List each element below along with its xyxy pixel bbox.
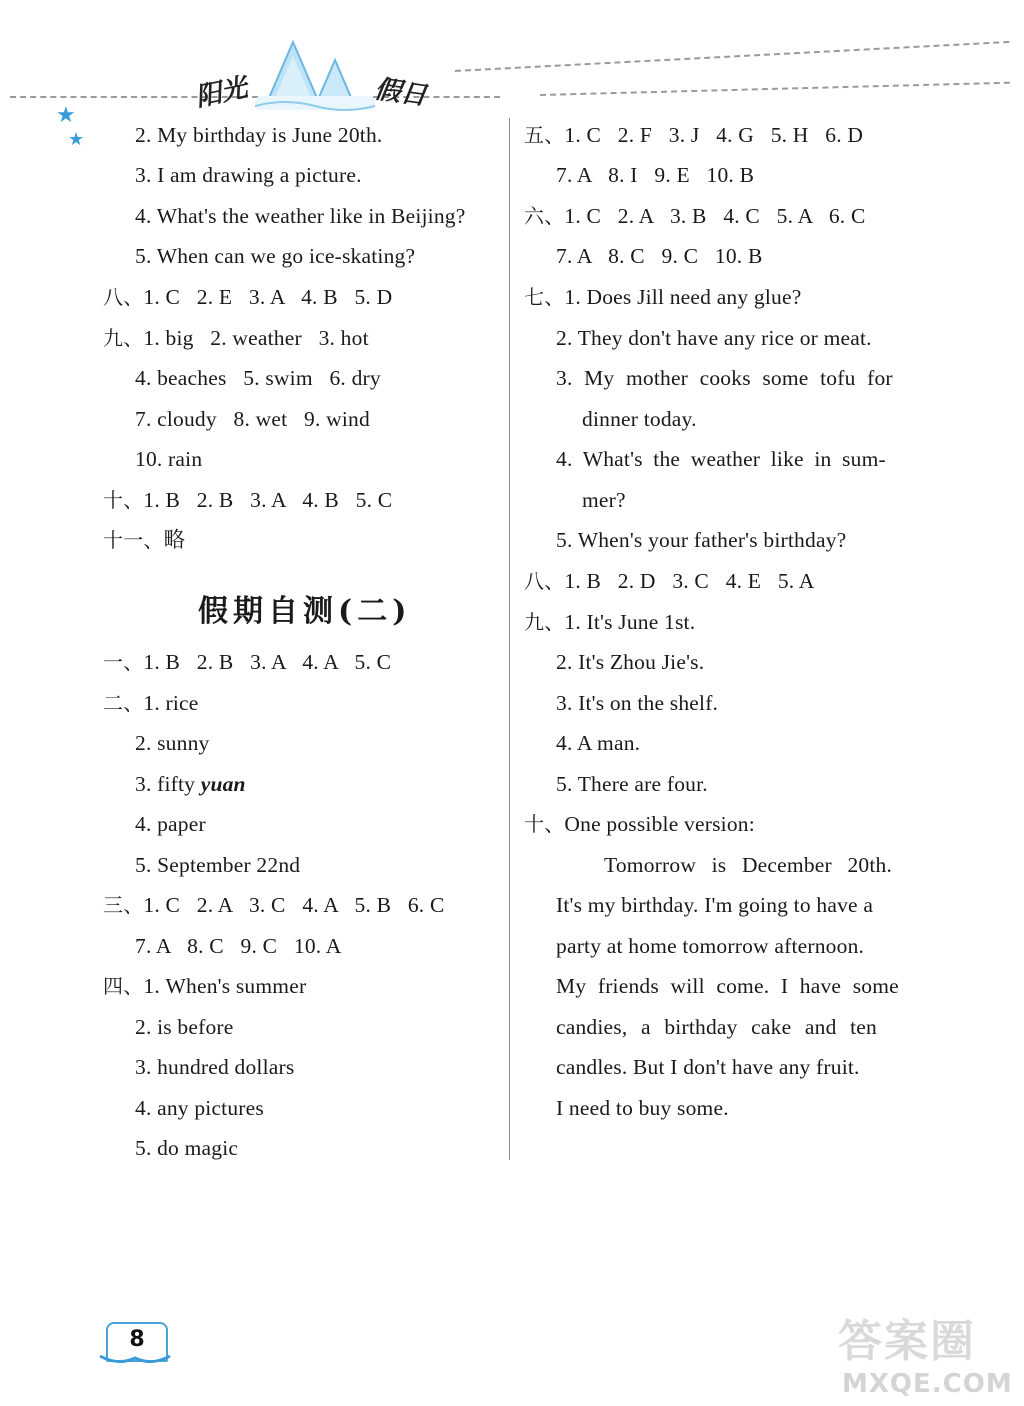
answer-line: [135, 449, 202, 471]
answer-line: [103, 530, 185, 552]
answer-text: 4. any pictures: [135, 1096, 264, 1120]
section-number: 十、: [524, 812, 565, 836]
answer-text: 1. B 2. B 3. A 4. A 5. C: [143, 650, 392, 674]
answer-text: 3. It's on the shelf.: [556, 691, 719, 715]
answer-line: [135, 936, 342, 958]
answer-text: 3. My mother cooks some tofu for: [556, 366, 893, 390]
answer-line: [556, 368, 893, 390]
answer-text: 2. They don't have any rice or meat.: [556, 326, 872, 350]
watermark-logo-text: 答案圈: [838, 1316, 976, 1367]
header-dashed-line-right: [455, 41, 1009, 72]
answer-text: One possible version:: [564, 812, 755, 836]
book-wave-icon: [98, 1352, 172, 1366]
answer-text: 7. cloudy 8. wet 9. wind: [135, 407, 370, 431]
page-number: 8: [129, 1327, 145, 1352]
answer-text: Tomorrow is December 20th.: [604, 853, 893, 877]
answer-line: [103, 976, 306, 998]
answer-text: I need to buy some.: [556, 1096, 729, 1120]
answer-text: 7. A 8. C 9. C 10. A: [135, 934, 342, 958]
answer-line: [135, 1098, 264, 1120]
answer-line: [103, 328, 369, 350]
answer-line: [135, 368, 381, 390]
holiday-banner: [185, 38, 455, 128]
answer-text: 1. rice: [143, 691, 199, 715]
answer-line: [135, 774, 246, 796]
answer-text: 1. C 2. A 3. C 4. A 5. B 6. C: [143, 893, 445, 917]
answer-text: 5. There are four.: [556, 772, 708, 796]
answer-text: 2. is before: [135, 1015, 234, 1039]
answer-line: [524, 206, 866, 228]
answer-line: [556, 246, 763, 268]
answer-line: [135, 1017, 234, 1039]
answer-text: 4. beaches 5. swim 6. dry: [135, 366, 381, 390]
answer-text: 3. hundred dollars: [135, 1055, 295, 1079]
answer-line: [135, 409, 370, 431]
answer-line: [103, 490, 392, 512]
section-number: 六、: [524, 204, 565, 228]
banner-right-text: 假日: [372, 74, 429, 112]
column-divider: [509, 118, 510, 1160]
answer-text: 2. My birthday is June 20th.: [135, 123, 383, 147]
answer-text: candles. But I don't have any fruit.: [556, 1055, 860, 1079]
answer-text: 7. A 8. I 9. E 10. B: [556, 163, 755, 187]
answer-line: [135, 814, 206, 836]
section-number: 八、: [524, 569, 565, 593]
answer-line: [135, 855, 300, 877]
answer-line: [556, 328, 872, 350]
answer-line: [135, 733, 209, 755]
section-number: 四、: [103, 974, 144, 998]
section-number: 八、: [103, 285, 144, 309]
star-icon-small: ★: [68, 129, 85, 149]
answer-text: 1. big 2. weather 3. hot: [143, 326, 369, 350]
answer-line: [582, 490, 626, 512]
watermark: [838, 1305, 1018, 1401]
answer-text: 2. sunny: [135, 731, 210, 755]
answer-line: [556, 652, 704, 674]
answer-text: candies, a birthday cake and ten: [556, 1015, 877, 1039]
answer-line: [582, 409, 697, 431]
answer-line: [556, 165, 754, 187]
answer-line: [556, 774, 708, 796]
answer-text: My friends will come. I have some: [556, 974, 899, 998]
answer-text: 4. What's the weather like in Beijing?: [135, 204, 466, 228]
answer-line: [103, 652, 391, 674]
answer-text: 1. C 2. F 3. J 4. G 5. H 6. D: [564, 123, 864, 147]
answer-text: party at home tomorrow afternoon.: [556, 934, 865, 958]
answer-text: 5. When's your father's birthday?: [556, 528, 847, 552]
answer-line: [524, 125, 863, 147]
answer-text: 2. It's Zhou Jie's.: [556, 650, 705, 674]
answer-text: 1. B 2. D 3. C 4. E 5. A: [564, 569, 815, 593]
answer-text: 1. C 2. E 3. A 4. B 5. D: [143, 285, 393, 309]
section-number: 九、: [103, 326, 144, 350]
answer-line: [556, 936, 864, 958]
answer-line: [135, 246, 415, 268]
answer-line: [556, 976, 899, 998]
answer-line: [135, 165, 362, 187]
answer-text: 5. September 22nd: [135, 853, 301, 877]
answer-text: 1. When's summer: [143, 974, 307, 998]
answer-line: [556, 1057, 860, 1079]
snowy-tree-icon: [255, 38, 375, 118]
banner-left-text: 阳光: [192, 72, 251, 114]
italic-word: yuan: [200, 772, 246, 796]
section-number: 九、: [524, 610, 565, 634]
answer-line: [556, 449, 886, 471]
section-number: 十、: [103, 488, 144, 512]
watermark-url: MXQE.COM: [842, 1369, 1013, 1399]
section-number: 一、: [103, 650, 144, 674]
answer-line: [524, 814, 755, 836]
section-number: 十一、: [103, 528, 164, 552]
answer-line: [556, 1017, 877, 1039]
star-icon: ★: [56, 102, 76, 127]
answer-text: It's my birthday. I'm going to have a: [556, 893, 874, 917]
section-title: 假期自测(二): [198, 594, 412, 629]
section-number: 七、: [524, 285, 565, 309]
answer-line: [135, 1057, 294, 1079]
answer-text: 4. A man.: [556, 731, 641, 755]
answer-text: 5. When can we go ice-skating?: [135, 244, 416, 268]
answer-text: 1. C 2. A 3. B 4. C 5. A 6. C: [564, 204, 866, 228]
answer-line: [524, 571, 815, 593]
answer-text: 1. It's June 1st.: [564, 610, 696, 634]
answer-text: 10. rain: [135, 447, 203, 471]
answer-line: [556, 895, 873, 917]
answer-text: 1. Does Jill need any glue?: [564, 285, 802, 309]
answer-text: 5. do magic: [135, 1136, 239, 1160]
answer-text: 3. fifty: [135, 772, 201, 796]
answer-line: [524, 612, 695, 634]
answer-text: 4. paper: [135, 812, 206, 836]
answer-line: [103, 693, 199, 715]
section-number: 五、: [524, 123, 565, 147]
answer-line: [604, 855, 892, 877]
answer-line: [524, 287, 801, 309]
section-number: 二、: [103, 691, 144, 715]
answer-line: [135, 1138, 238, 1160]
answer-line: [556, 530, 846, 552]
answer-text: 7. A 8. C 9. C 10. B: [556, 244, 763, 268]
answer-line: [103, 895, 445, 917]
answer-line: [556, 733, 640, 755]
answer-line: [135, 206, 466, 228]
answer-text: mer?: [582, 488, 626, 512]
section-number: 三、: [103, 893, 144, 917]
answer-text: dinner today.: [582, 407, 697, 431]
header-dashed-line-right-lower: [540, 82, 1010, 96]
answer-line: [556, 693, 718, 715]
answer-text: 4. What's the weather like in sum-: [556, 447, 886, 471]
answer-text: 1. B 2. B 3. A 4. B 5. C: [143, 488, 393, 512]
answer-text: 3. I am drawing a picture.: [135, 163, 362, 187]
answer-line: [135, 125, 382, 147]
answer-line: [103, 287, 392, 309]
answer-line: [556, 1098, 729, 1120]
answer-text: 略: [163, 528, 186, 553]
